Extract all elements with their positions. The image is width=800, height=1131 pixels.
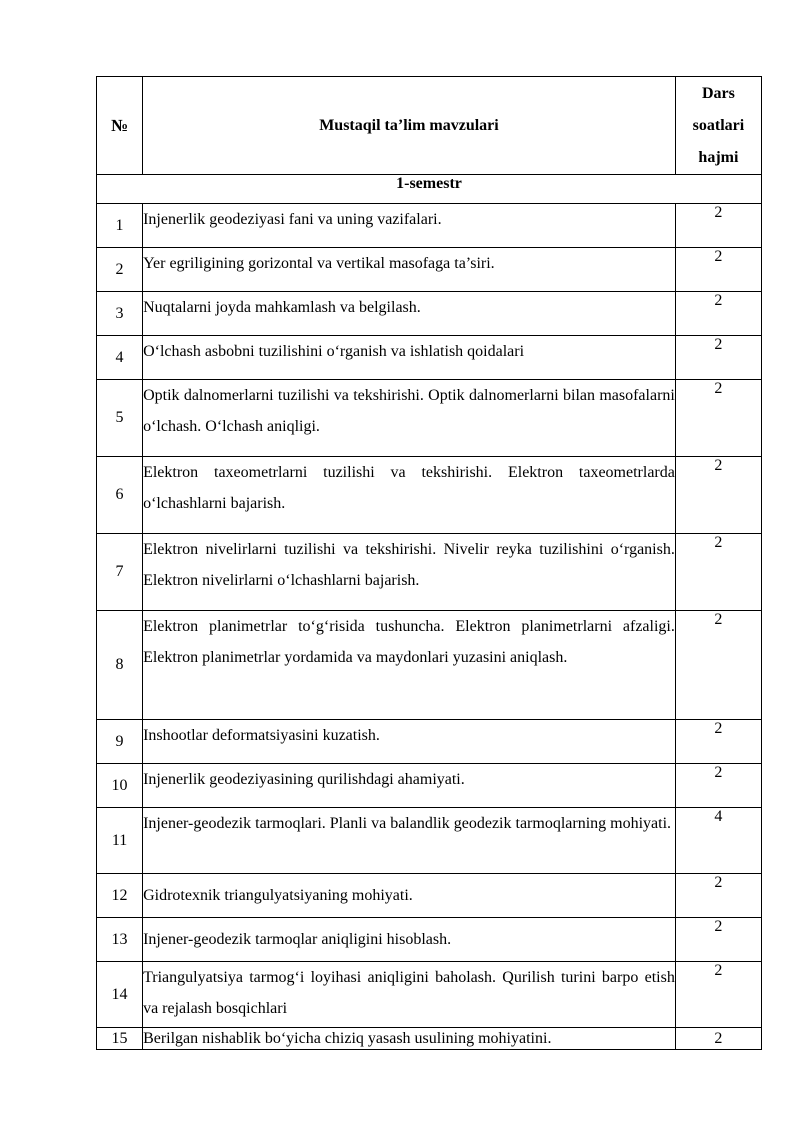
- row-topic: Yer egriligining gorizontal va vertikal masofaga ta’siri.: [143, 248, 676, 292]
- table-row: [97, 457, 762, 534]
- table-row: [97, 874, 762, 918]
- row-number: 12: [97, 874, 143, 918]
- table-row: [97, 248, 762, 292]
- row-hours: 2: [675, 962, 761, 1028]
- row-topic: Elektron planimetrlar to‘g‘risida tushuncha. Elektron planimetrlarni afzaligi. Elektron planimetrlar yordamida va maydonlari yuzasini aniqlash.: [143, 611, 676, 720]
- semester-row: [97, 175, 762, 204]
- row-hours: 2: [675, 764, 761, 808]
- row-hours: 2: [675, 380, 761, 457]
- row-number: 13: [97, 918, 143, 962]
- row-topic: O‘lchash asbobni tuzilishini o‘rganish va ishlatish qoidalari: [143, 336, 676, 380]
- row-number: 9: [97, 720, 143, 764]
- table-row: [97, 720, 762, 764]
- header-number: №: [97, 77, 143, 175]
- semester-label: 1-semestr: [97, 175, 762, 204]
- row-hours: 2: [675, 1028, 761, 1050]
- row-hours: 2: [675, 457, 761, 534]
- row-topic: Injenerlik geodeziyasi fani va uning vazifalari.: [143, 204, 676, 248]
- row-number: 11: [97, 808, 143, 874]
- row-number: 3: [97, 292, 143, 336]
- table-row: [97, 380, 762, 457]
- table-row: [97, 962, 762, 1028]
- row-topic: Inshootlar deformatsiyasini kuzatish.: [143, 720, 676, 764]
- table-row: [97, 1028, 762, 1050]
- table-row: [97, 808, 762, 874]
- table-row: [97, 336, 762, 380]
- table-row: [97, 611, 762, 720]
- row-hours: 2: [675, 336, 761, 380]
- row-number: 7: [97, 534, 143, 611]
- row-topic: Triangulyatsiya tarmog‘i loyihasi aniqligini baholash. Qurilish turini barpo etish va rejalash bosqichlari: [143, 962, 676, 1028]
- row-number: 15: [97, 1028, 143, 1050]
- row-topic: Injenerlik geodeziyasining qurilishdagi ahamiyati.: [143, 764, 676, 808]
- row-topic: Optik dalnomerlarni tuzilishi va tekshirishi. Optik dalnomerlarni bilan masofalarni o‘lchash. O‘lchash aniqligi.: [143, 380, 676, 457]
- header-topic: Mustaqil ta’lim mavzulari: [143, 77, 676, 175]
- row-hours: 2: [675, 248, 761, 292]
- row-number: 5: [97, 380, 143, 457]
- row-hours: 2: [675, 292, 761, 336]
- row-number: 6: [97, 457, 143, 534]
- row-topic: Elektron nivelirlarni tuzilishi va tekshirishi. Nivelir reyka tuzilishini o‘rganish. Elektron nivelirlarni o‘lchashlarni bajarish.: [143, 534, 676, 611]
- row-topic: Injener-geodezik tarmoqlari. Planli va balandlik geodezik tarmoqlarning mohiyati.: [143, 808, 676, 874]
- row-topic: Berilgan nishablik bo‘yicha chiziq yasash usulining mohiyatini.: [143, 1028, 676, 1050]
- header-row: [97, 77, 762, 175]
- table-row: [97, 534, 762, 611]
- table-body: [97, 77, 762, 1050]
- row-hours: 2: [675, 874, 761, 918]
- row-topic: Gidrotexnik triangulyatsiyaning mohiyati.: [143, 874, 676, 918]
- row-hours: 2: [675, 611, 761, 720]
- row-topic: Elektron taxeometrlarni tuzilishi va tekshirishi. Elektron taxeometrlarda o‘lchashlarni bajarish.: [143, 457, 676, 534]
- table-row: [97, 292, 762, 336]
- row-hours: 4: [675, 808, 761, 874]
- row-hours: 2: [675, 720, 761, 764]
- row-number: 8: [97, 611, 143, 720]
- table-row: [97, 918, 762, 962]
- row-number: 14: [97, 962, 143, 1028]
- row-topic: Nuqtalarni joyda mahkamlash va belgilash.: [143, 292, 676, 336]
- row-number: 10: [97, 764, 143, 808]
- row-hours: 2: [675, 534, 761, 611]
- row-number: 2: [97, 248, 143, 292]
- table-row: [97, 764, 762, 808]
- table-row: [97, 204, 762, 248]
- topics-table: [96, 76, 762, 1050]
- row-topic: Injener-geodezik tarmoqlar aniqligini hisoblash.: [143, 918, 676, 962]
- row-hours: 2: [675, 918, 761, 962]
- row-number: 1: [97, 204, 143, 248]
- header-hours: Dars soatlari hajmi: [675, 77, 761, 175]
- row-hours: 2: [675, 204, 761, 248]
- row-number: 4: [97, 336, 143, 380]
